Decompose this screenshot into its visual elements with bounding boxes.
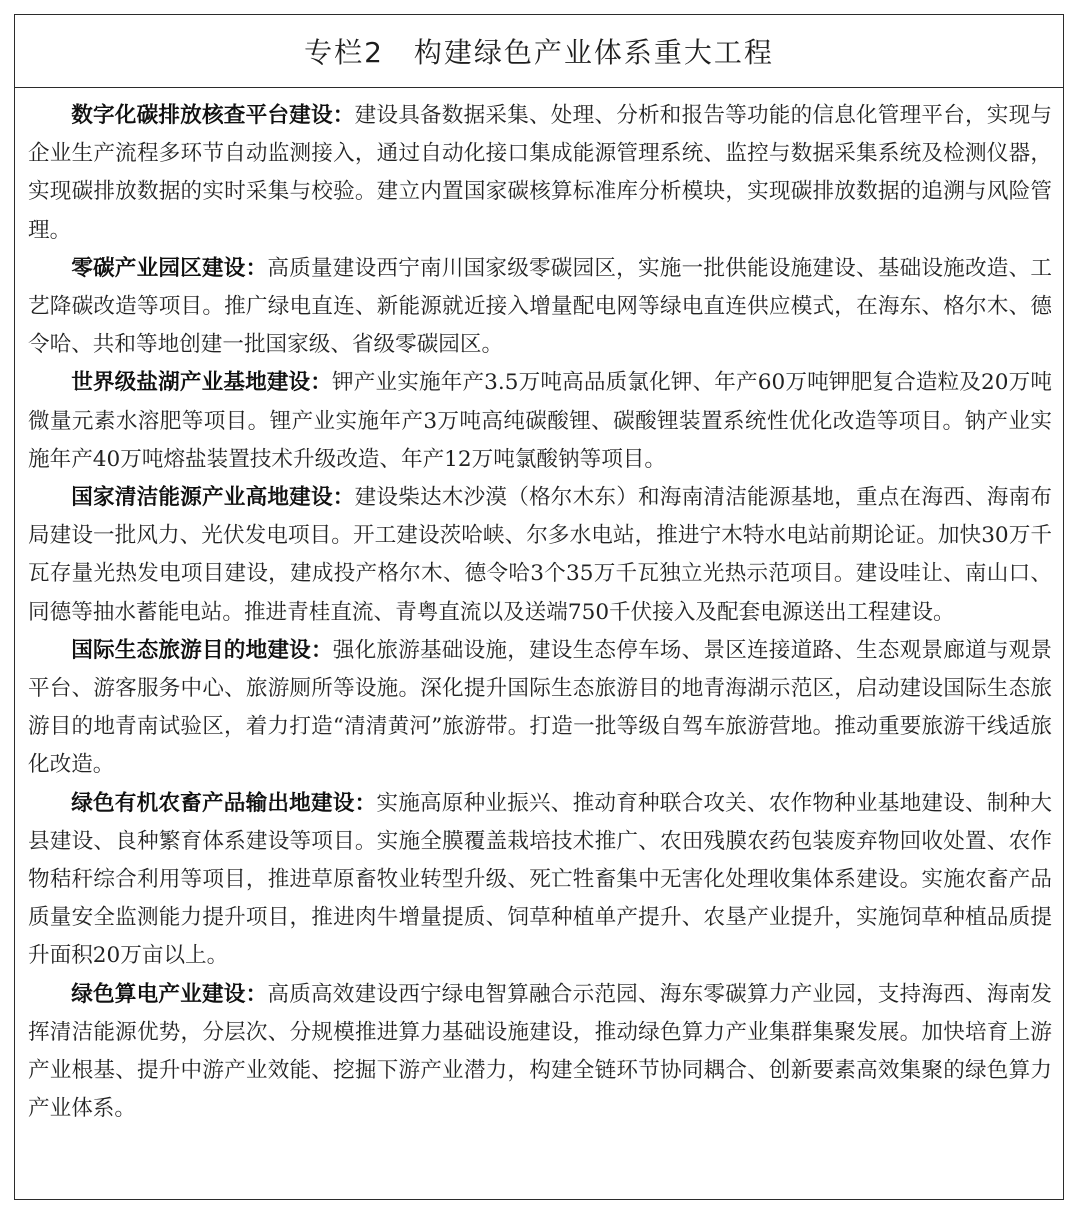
project-text: 钾产业实施年产3.5万吨高品质氯化钾、年产60万吨钾肥复合造粒及20万吨微量元素水溶肥等项目。锂产业实施年产3万吨高纯碳酸锂、碳酸锂装置系统性优化改造等项目。钠产业实施年产40万吨熔盐装置技术升级改造、年产12万吨氯酸钠等项目。 — [28, 370, 1052, 472]
project-paragraph — [28, 364, 1052, 479]
project-heading: 世界级盐湖产业基地建设： — [71, 370, 333, 396]
feature-box — [14, 14, 1064, 1200]
project-paragraph — [28, 250, 1052, 365]
project-heading: 零碳产业园区建设： — [71, 255, 268, 281]
box-title-bar — [15, 15, 1063, 88]
box-title: 构建绿色产业体系重大工程 — [413, 36, 774, 69]
project-heading: 国际生态旅游目的地建设： — [71, 637, 333, 663]
project-paragraph — [28, 976, 1052, 1129]
project-heading: 数字化碳排放核查平台建设： — [71, 103, 355, 128]
project-paragraph — [28, 785, 1052, 976]
project-text: 建设具备数据采集、处理、分析和报告等功能的信息化管理平台，实现与企业生产流程多环节自动监测接入，通过自动化接口集成能源管理系统、监控与数据采集系统及检测仪器，实现碳排放数据的实时采集与校验。建立内置国家碳核算标准库分析模块，实现碳排放数据的追溯与风险管理。 — [28, 103, 1052, 243]
project-heading: 绿色算电产业建设： — [71, 981, 268, 1007]
project-heading: 国家清洁能源产业高地建设： — [71, 485, 355, 511]
project-text: 强化旅游基础设施，建设生态停车场、景区连接道路、生态观景廊道与观景平台、游客服务中心、旅游厕所等设施。深化提升国际生态旅游目的地青海湖示范区，启动建设国际生态旅游目的地青南试验区，着力打造“清清黄河”旅游带。打造一批等级自驾车旅游营地。推动重要旅游干线适旅化改造。 — [28, 637, 1052, 778]
project-text: 实施高原种业振兴、推动育种联合攻关、农作物种业基地建设、制种大县建设、良种繁育体系建设等项目。实施全膜覆盖栽培技术推广、农田残膜农药包装废弃物回收处置、农作物秸秆综合利用等项目，推进草原畜牧业转型升级、死亡牲畜集中无害化处理收集体系建设。实施农畜产品质量安全监测能力提升项目，推进肉牛增量提质、饲草种植单产提升、农垦产业提升，实施饲草种植品质提升面积20万亩以上。 — [28, 790, 1052, 969]
box-content — [28, 97, 1052, 1128]
project-paragraph — [28, 632, 1052, 785]
project-paragraph — [28, 97, 1052, 250]
project-text: 高质量建设西宁南川国家级零碳园区，实施一批供能设施建设、基础设施改造、工艺降碳改造等项目。推广绿电直连、新能源就近接入增量配电网等绿电直连供应模式，在海东、格尔木、德令哈、共和等地创建一批国家级、省级零碳园区。 — [28, 255, 1052, 358]
project-heading: 绿色有机农畜产品输出地建设： — [71, 790, 377, 816]
project-text: 高质高效建设西宁绿电智算融合示范园、海东零碳算力产业园，支持海西、海南发挥清洁能源优势，分层次、分规模推进算力基础设施建设，推动绿色算力产业集群集聚发展。加快培育上游产业根基、提升中游产业效能、挖掘下游产业潜力，构建全链环节协同耦合、创新要素高效集聚的绿色算力产业体系。 — [28, 981, 1052, 1122]
box-label: 专栏2 — [304, 36, 384, 69]
project-paragraph — [28, 479, 1052, 632]
project-text: 建设柴达木沙漠（格尔木东）和海南清洁能源基地，重点在海西、海南布局建设一批风力、光伏发电项目。开工建设茨哈峡、尔多水电站，推进宁木特水电站前期论证。加快30万千瓦存量光热发电项目建设，建成投产格尔木、德令哈3个35万千瓦独立光热示范项目。建设哇让、南山口、同德等抽水蓄能电站。推进青桂直流、青粤直流以及送端750千伏接入及配套电源送出工程建设。 — [28, 485, 1052, 625]
